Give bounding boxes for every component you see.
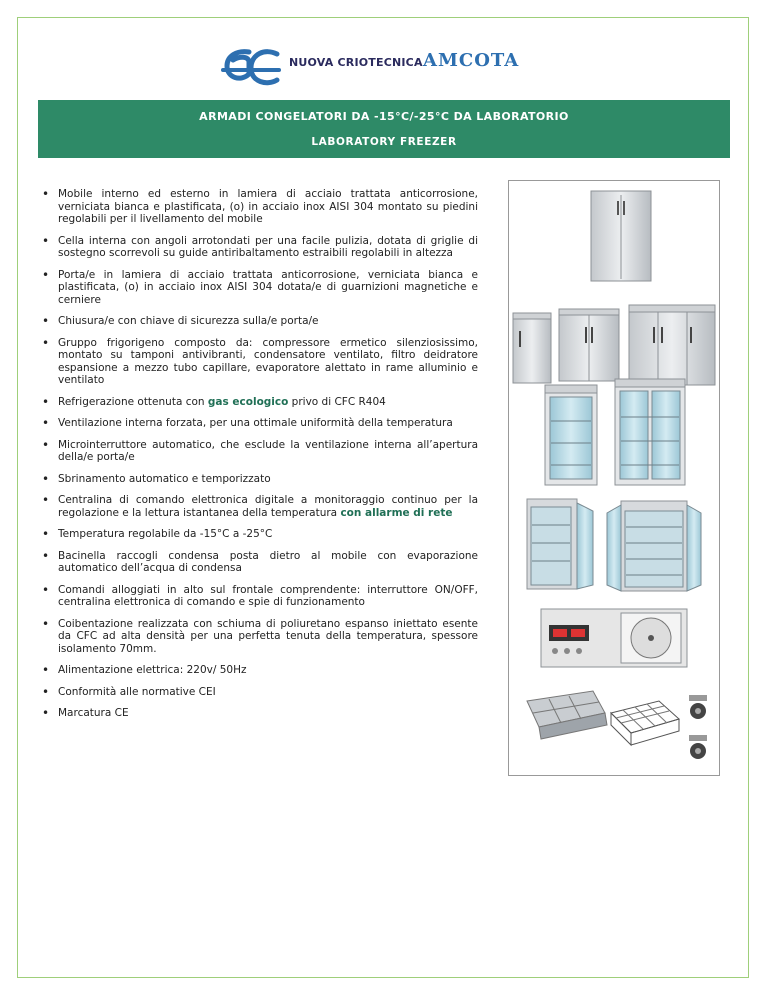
brand-name-large: AMCOTA: [423, 50, 520, 71]
feature-item: • Bacinella raccogli condensa posta dietro al mobile con evaporazione automatico dell’acqua di condensa: [40, 550, 478, 575]
feature-item: • Chiusura/e con chiave di sicurezza sulla/e porta/e: [40, 315, 478, 328]
double-glass-door-freezer-open-image: [607, 501, 701, 591]
feature-item: • Centralina di comando elettronica digitale a monitoraggio continuo per la regolazione e la lettura istantanea della temperatura con allarme di rete: [40, 494, 478, 519]
brand-name-small: NUOVA CRIOTECNICA: [289, 56, 423, 69]
feature-item: • Comandi alloggiati in alto sul frontale comprendente: interruttore ON/OFF, centralina elettronica di comando e spie di funzionamento: [40, 584, 478, 609]
glass-door-freezer-open-image: [527, 499, 593, 589]
ae-logo-mark-icon: [219, 42, 285, 94]
feature-item: • Porta/e in lamiera di acciaio trattata anticorrosione, verniciata bianca e plastificata, (o) in acciaio inox AISI 304 dotata/e di guarnizioni magnetiche e cerniere: [40, 269, 478, 307]
feature-list: [40, 188, 478, 729]
feature-item: • Refrigerazione ottenuta con gas ecologico privo di CFC R404: [40, 396, 478, 409]
stainless-double-door-freezer-image: [591, 191, 651, 281]
feature-item: • Alimentazione elettrica: 220v/ 50Hz: [40, 664, 478, 677]
triple-door-freezer-image: [629, 305, 715, 385]
feature-item: • Temperatura regolabile da -15°C a -25°C: [40, 528, 478, 541]
feature-highlight: con allarme di rete: [340, 506, 453, 519]
feature-item: • Cella interna con angoli arrotondati per una facile pulizia, dotata di griglie di sostegno scorrevoli su guide antiribaltamento estraibili regolabili in altezza: [40, 235, 478, 260]
glass-door-freezer-wide-image: [615, 379, 685, 485]
feature-highlight: gas ecologico: [207, 395, 289, 408]
feature-item: • Coibentazione realizzata con schiuma di poliuretano espanso iniettato esente da CFC ad alta densità per una perfetta tenuta della temperatura, spessore isolamento 70mm.: [40, 618, 478, 656]
feature-item: • Gruppo frigorigeno composto da: compressore ermetico silenziosissimo, montato su tamponi antivibranti, condensatore ventilato, filtro deidratore espansione a mezzo tubo capillare, evaporatore alettato in rame alluminio e ventilato: [40, 337, 478, 387]
feature-item: • Sbrinamento automatico e temporizzato: [40, 473, 478, 486]
drawer-trays-image: [527, 691, 607, 739]
control-panel-image: [541, 609, 687, 667]
feature-item: • Microinterruttore automatico, che esclude la ventilazione interna all’apertura della/e porta/e: [40, 439, 478, 464]
banner-subtitle: LABORATORY FREEZER: [311, 136, 457, 148]
feature-item: • Ventilazione interna forzata, per una ottimale uniformità della temperatura: [40, 417, 478, 430]
single-door-freezer-image: [513, 313, 551, 383]
double-door-freezer-image: [559, 309, 619, 381]
brand-logo: [219, 42, 549, 94]
feature-item: • Mobile interno ed esterno in lamiera di acciaio trattata anticorrosione, verniciata bianca e plastificata, (o) in acciaio inox AISI 304 montato su piedini regolabili per il livellamento del mobile: [40, 188, 478, 226]
wire-basket-image: [611, 701, 679, 745]
feature-item: • Marcatura CE: [40, 707, 478, 720]
product-images-panel: [508, 180, 720, 776]
product-images: [509, 181, 719, 775]
feature-item: • Conformità alle normative CEI: [40, 686, 478, 699]
glass-door-freezer-narrow-image: [545, 385, 597, 485]
banner-title: ARMADI CONGELATORI DA -15°C/-25°C DA LABORATORIO: [199, 110, 569, 123]
title-banner: [38, 100, 730, 158]
castor-wheels-image: [689, 695, 707, 759]
